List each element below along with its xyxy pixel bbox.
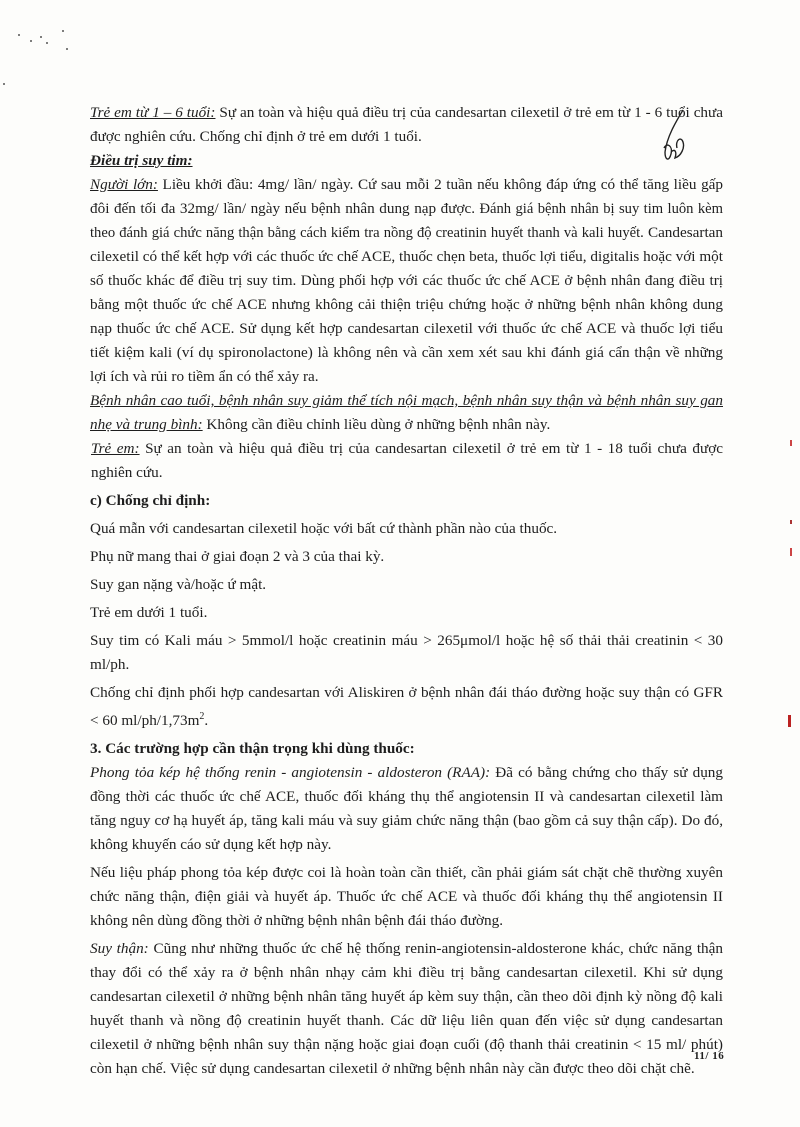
scan-edge-mark — [790, 548, 792, 556]
heading-text: c) Chống chỉ định: — [90, 492, 211, 509]
paragraph-renal — [90, 937, 723, 1081]
scan-speck — [30, 40, 32, 42]
document-body — [90, 101, 723, 1081]
paragraph-children-1-6 — [90, 101, 723, 149]
scan-speck — [18, 34, 20, 36]
section-label: Trẻ em: — [91, 440, 140, 457]
section-label: Bệnh nhân cao tuổi, bệnh nhân suy giảm thể tích nội mạch, bệnh nhân suy thận và bệnh nhân suy gan nhẹ và trung bình: — [90, 392, 723, 433]
cautions-heading — [90, 737, 723, 761]
contraindication-item: Suy gan nặng và/hoặc ứ mật. — [90, 576, 267, 593]
heart-failure-heading — [90, 149, 723, 173]
section-label: Suy thận: — [90, 940, 149, 958]
contraindication-item: Quá mẫn với candesartan cilexetil hoặc với bất cứ thành phần nào của thuốc. — [90, 520, 558, 537]
paragraph-text: Đã có bằng chứng cho thấy sử dụng đồng thời các thuốc ức chế ACE, thuốc đối kháng thụ thể angiotensin II và candesartan cilexetil làm tăng nguy cơ hạ huyết áp, tăng kali máu và suy giảm chức năng thận (bao gồm cả suy thận cấp). Do đó, không khuyến cáo sử dụng kết hợp này. — [90, 764, 723, 854]
scan-edge-mark — [790, 440, 792, 446]
contraindication-item: Phụ nữ mang thai ở giai đoạn 2 và 3 của thai kỳ. — [90, 548, 385, 565]
superscript: 2 — [199, 711, 205, 722]
paragraph-text: . — [204, 712, 209, 730]
paragraph-adults — [90, 173, 723, 389]
scan-edge-mark — [788, 715, 791, 727]
paragraph-elderly — [90, 389, 723, 437]
paragraph-text: Liều khởi đầu: 4mg/ lần/ ngày. Cứ sau mỗi 2 tuần nếu không đáp ứng có thể tăng liều gấp đôi đến tối đa 32mg/ lần/ ngày nếu bệnh nhân dung nạp được. — [90, 176, 724, 217]
heading-text: 3. Các trường hợp cần thận trọng khi dùng thuốc: — [90, 740, 415, 758]
paragraph-text: Sự an toàn và hiệu quả điều trị của candesartan cilexetil ở trẻ em từ 1 - 18 tuổi chưa được nghiên cứu. — [91, 440, 723, 481]
scan-speck — [40, 36, 42, 38]
paragraph-text: Không cần điều chỉnh liều dùng ở những bệnh nhân này. — [202, 416, 551, 433]
section-label: Phong tỏa kép hệ thống renin - angiotensin - aldosteron (RAA): — [90, 764, 491, 782]
scan-edge-mark — [790, 520, 792, 524]
scan-speck — [66, 48, 68, 50]
contraindications-heading — [90, 489, 723, 513]
contraindication-item: Trẻ em dưới 1 tuổi. — [90, 604, 208, 621]
scan-speck — [3, 83, 5, 85]
paragraph-text-small: Đánh giá bệnh nhân bị suy tim luôn kèm theo đánh giá chức năng thận bằng cách kiểm tra nồng độ creatinin huyết thanh và kali huyết. — [90, 201, 724, 241]
paragraph-children — [90, 437, 723, 485]
paragraph-raa — [90, 761, 723, 857]
scan-speck — [62, 30, 64, 32]
paragraph-raa-2: Nếu liệu pháp phong tỏa kép được coi là hoàn toàn cần thiết, cần phải giám sát chặt chẽ thường xuyên chức năng thận, điện giải và huyết áp. Thuốc ức chế ACE và thuốc đối kháng thụ thể angiotensin II không nên dùng đồng thời ở những bệnh nhân bệnh đái tháo đường. — [90, 864, 723, 930]
paragraph-text: Cũng như những thuốc ức chế hệ thống renin-angiotensin-aldosterone khác, chức năng thận thay đổi có thể xảy ra ở bệnh nhân nhạy cảm khi điều trị bằng candesartan cilexetil. Khi sử dụng candesartan cilexetil ở những bệnh nhân tăng huyết áp kèm suy thận, cần theo dõi định kỳ nồng độ kali huyết thanh và nồng độ creatinin huyết thanh. Các dữ liệu liên quan đến việc sử dụng candesartan cilexetil ở những bệnh nhân suy thận nặng hoặc giai đoạn cuối (độ thanh thải creatinin < 15 ml/ phút) còn hạn chế. Việc sử dụng candesartan cilexetil ở những bệnh nhân này cần được theo dõi chặt chẽ. — [90, 940, 723, 1078]
paragraph-text: Sự an toàn và hiệu quả điều trị của candesartan cilexetil ở trẻ em từ 1 - 6 tuổi chưa được nghiên cứu. Chống chỉ định ở trẻ em dưới 1 tuổi. — [90, 104, 723, 145]
contraindication-item: Suy tim có Kali máu > 5mmol/l hoặc creatinin máu > 265μmol/l hoặc hệ số thải thải creatinin < 30 ml/ph. — [90, 632, 723, 673]
heading-text: Điều trị suy tim: — [90, 152, 193, 169]
section-label: Người lớn: — [90, 176, 158, 193]
paragraph-text: Candesartan cilexetil có thể kết hợp với các thuốc ức chế ACE, thuốc chẹn beta, thuốc lợi tiểu, digitalis hoặc với một số thuốc khác để điều trị suy tim. Dùng phối hợp với các thuốc ức chế ACE ở bệnh nhân đang điều trị bằng một thuốc ức chế ACE nhưng không cải thiện triệu chứng hoặc ở những bệnh nhân không dung nạp thuốc ức chế ACE. Sử dụng kết hợp candesartan cilexetil với thuốc ức chế ACE và thuốc lợi tiểu tiết kiệm kali (ví dụ spironolactone) là không nên và cần xem xét sau khi đánh giá cẩn thận về những lợi ích và rủi ro tiềm ẩn có thể xảy ra. — [90, 224, 723, 385]
section-label: Trẻ em từ 1 – 6 tuổi: — [90, 104, 216, 121]
paragraph-text: Chống chỉ định phối hợp candesartan với Aliskiren ở bệnh nhân đái tháo đường hoặc suy thận có GFR < 60 ml/ph/1,73m — [90, 684, 723, 730]
scan-speck — [46, 42, 48, 44]
page-number: 11/ 16 — [694, 1050, 725, 1062]
contraindication-item — [90, 681, 723, 733]
